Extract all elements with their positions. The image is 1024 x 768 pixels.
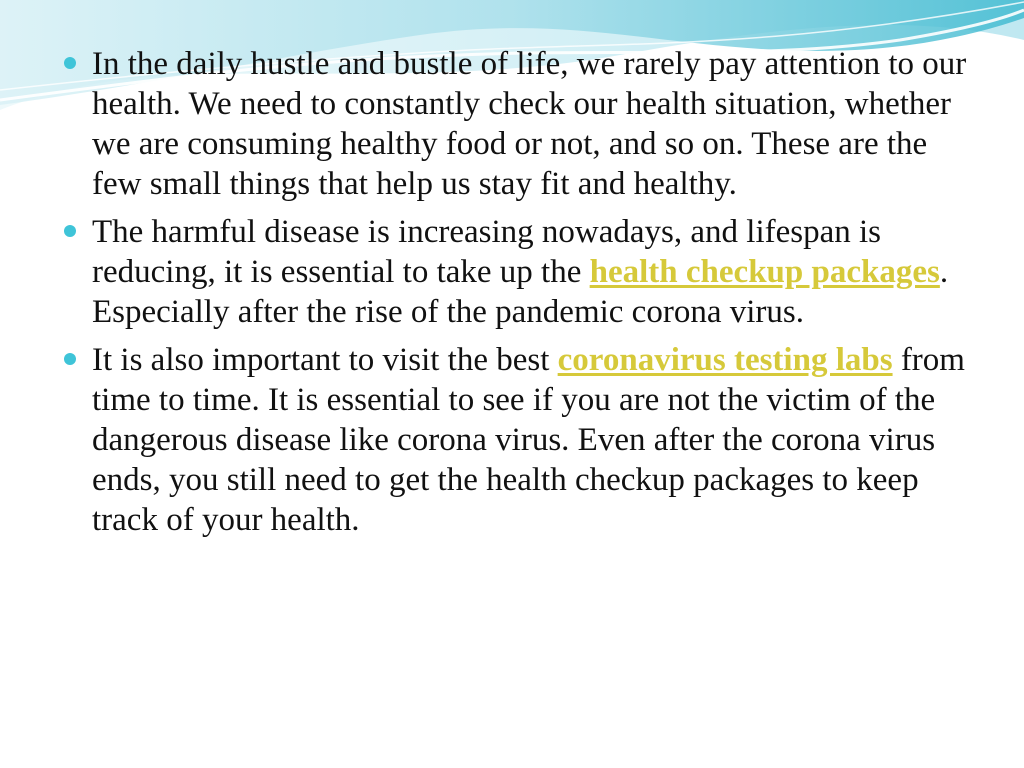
- slide-content: [60, 44, 970, 548]
- bullet-text: The harmful disease is increasing nowadays, and lifespan is reducing, it is essential to take up the: [92, 214, 882, 290]
- bullet-dot-icon: [64, 57, 76, 69]
- bullet-item-1: [60, 44, 970, 204]
- bullet-item-3: [60, 340, 970, 540]
- bullet-item-2: [60, 212, 970, 332]
- bullet-text-continued: from time to time. It is essential to see if you are not the victim of the dangerous disease like corona virus. Even after the corona virus ends, you still need to get the health checkup packages to keep track of your health.: [92, 342, 965, 538]
- coronavirus-testing-link[interactable]: coronavirus testing labs: [557, 342, 893, 378]
- bullet-dot-icon: [64, 353, 76, 365]
- health-checkup-link[interactable]: health checkup packages: [589, 254, 940, 290]
- bullet-text-continued: . Especially after the rise of the pandemic corona virus.: [92, 254, 949, 330]
- bullet-list: [60, 44, 970, 540]
- bullet-text: It is also important to visit the best: [92, 342, 558, 378]
- bullet-dot-icon: [64, 225, 76, 237]
- bullet-text: In the daily hustle and bustle of life, we rarely pay attention to our health. We need to constantly check our health situation, whether we are consuming healthy food or not, and so on. These are the few small things that help us stay fit and healthy.: [92, 46, 967, 202]
